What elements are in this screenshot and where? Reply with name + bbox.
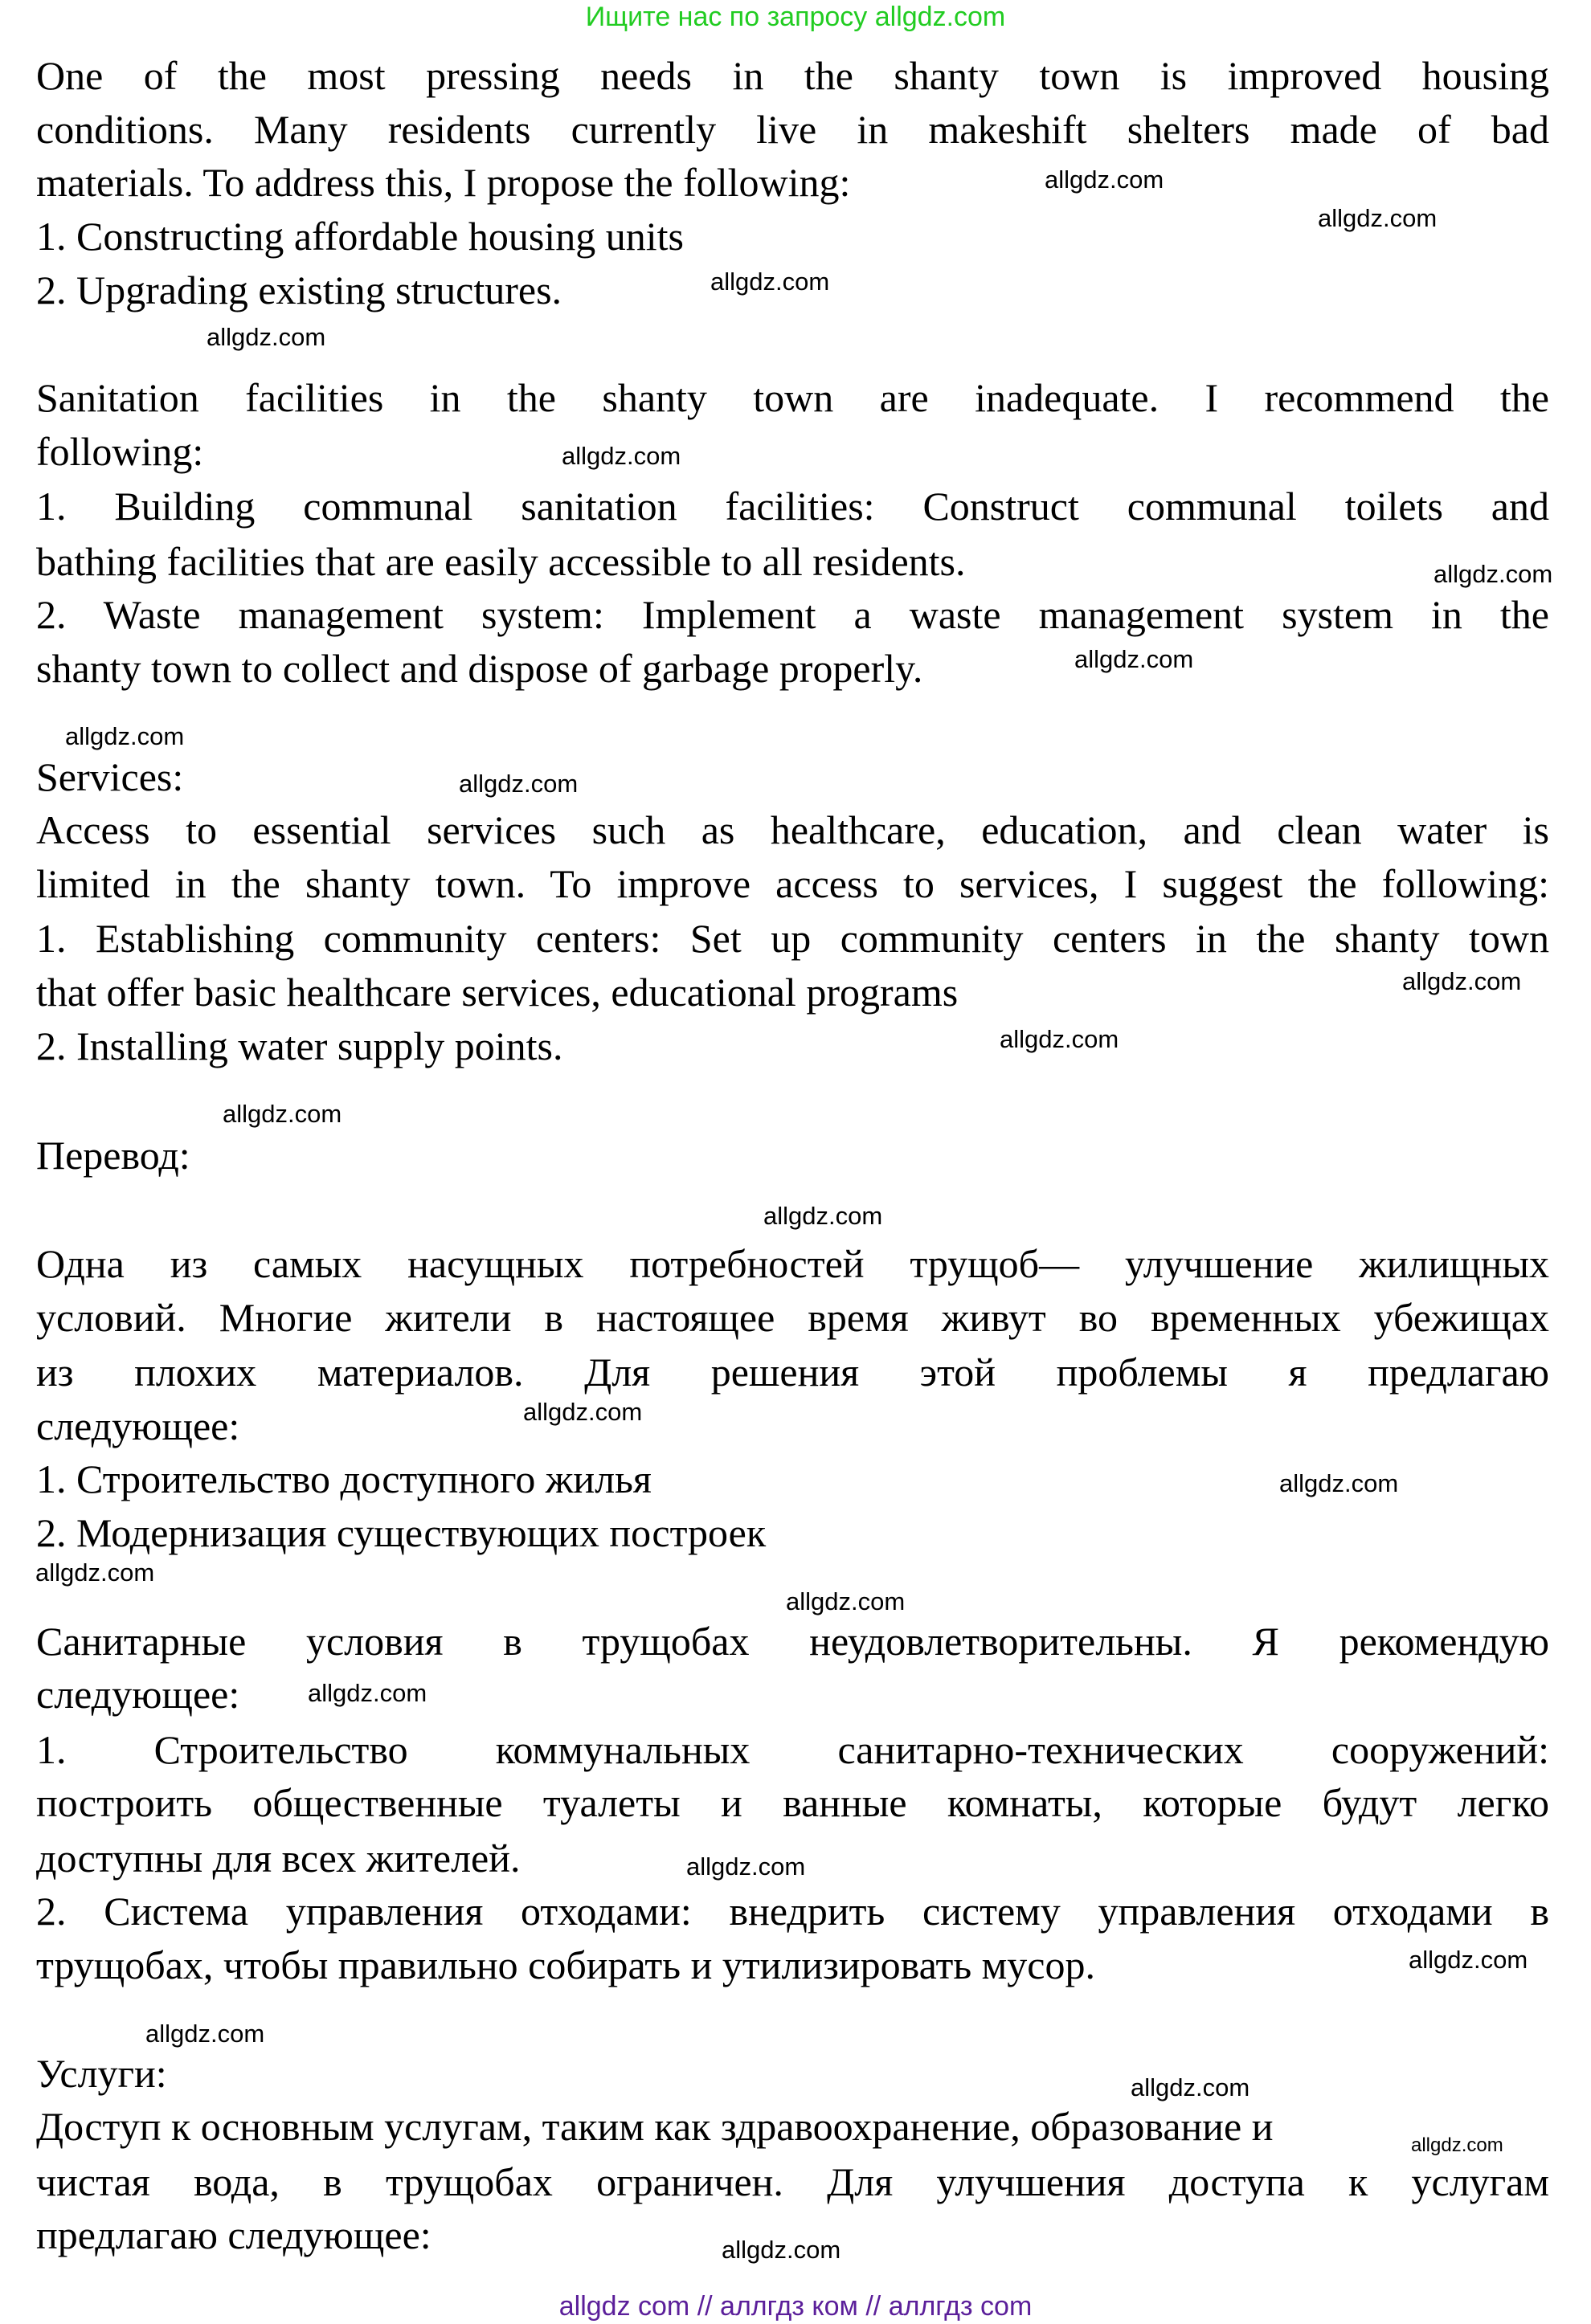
text-line: Одна из самых насущных потребностей трущоб— улучшение жилищных: [36, 1241, 1549, 1286]
text-line: Услуги:: [36, 2051, 167, 2096]
text-line: shanty town to collect and dispose of garbage properly.: [36, 646, 923, 691]
text-line: materials. To address this, I propose the following:: [36, 160, 851, 205]
text-line: Access to essential services such as healthcare, education, and clean water is: [36, 807, 1549, 852]
watermark: allgdz.com: [223, 1100, 342, 1128]
watermark: allgdz.com: [1402, 967, 1522, 995]
header-banner: Ищите нас по запросу allgdz.com: [585, 2, 1006, 32]
watermark: allgdz.com: [1279, 1469, 1399, 1497]
text-line: следующее:: [36, 1403, 240, 1448]
watermark: allgdz.com: [1074, 645, 1194, 673]
text-line: Services:: [36, 754, 184, 799]
watermark: allgdz.com: [763, 1202, 883, 1230]
watermark: allgdz.com: [1434, 560, 1553, 588]
watermark: allgdz.com: [65, 722, 185, 750]
text-line: conditions. Many residents currently live in makeshift shelters made of bad: [36, 107, 1549, 152]
watermark: allgdz.com: [1000, 1025, 1119, 1053]
watermark: allgdz.com: [1411, 2134, 1503, 2156]
text-line: Перевод:: [36, 1133, 190, 1178]
text-line: следующее:: [36, 1672, 240, 1717]
text-line: предлагаю следующее:: [36, 2212, 431, 2257]
text-line: One of the most pressing needs in the shanty town is improved housing: [36, 53, 1549, 98]
text-line: 2. Upgrading existing structures.: [36, 268, 562, 312]
watermark: allgdz.com: [722, 2236, 841, 2264]
watermark: allgdz.com: [207, 323, 326, 351]
text-line: доступны для всех жителей.: [36, 1836, 521, 1881]
watermark: allgdz.com: [523, 1398, 643, 1426]
text-line: из плохих материалов. Для решения этой проблемы я предлагаю: [36, 1350, 1549, 1395]
watermark: allgdz.com: [35, 1558, 155, 1587]
text-line: limited in the shanty town. To improve access to services, I suggest the following:: [36, 861, 1549, 906]
text-line: Sanitation facilities in the shanty town are inadequate. I recommend the: [36, 375, 1549, 420]
text-line: трущобах, чтобы правильно собирать и утилизировать мусор.: [36, 1942, 1095, 1987]
text-line: Санитарные условия в трущобах неудовлетворительны. Я рекомендую: [36, 1619, 1549, 1664]
watermark: allgdz.com: [1409, 1946, 1528, 1974]
text-line: построить общественные туалеты и ванные комнаты, которые будут легко: [36, 1780, 1549, 1825]
watermark: allgdz.com: [786, 1587, 906, 1615]
watermark: allgdz.com: [145, 2020, 265, 2048]
watermark: allgdz.com: [686, 1852, 806, 1881]
text-line: 2. Модернизация существующих построек: [36, 1510, 767, 1555]
watermark: allgdz.com: [1318, 204, 1438, 232]
watermark: allgdz.com: [1045, 165, 1164, 194]
text-line: following:: [36, 429, 204, 474]
text-line: bathing facilities that are easily accessible to all residents.: [36, 539, 966, 584]
watermark: allgdz.com: [1131, 2073, 1250, 2101]
text-line: 2. Waste management system: Implement a waste management system in the: [36, 592, 1549, 637]
text-line: 1. Constructing affordable housing units: [36, 214, 684, 259]
text-line: 1. Establishing community centers: Set up community centers in the shanty town: [36, 916, 1549, 961]
text-line: 1. Строительство коммунальных санитарно-технических сооружений:: [36, 1727, 1549, 1772]
text-line: 1. Building communal sanitation facilities: Construct communal toilets and: [36, 484, 1549, 529]
text-line: that offer basic healthcare services, educational programs: [36, 970, 959, 1015]
text-line: чистая вода, в трущобах ограничен. Для улучшения доступа к услугам: [36, 2159, 1549, 2204]
text-line: 2. Система управления отходами: внедрить систему управления отходами в: [36, 1889, 1549, 1934]
watermark: allgdz.com: [459, 770, 579, 798]
watermark: allgdz.com: [710, 268, 830, 296]
text-line: 1. Строительство доступного жилья: [36, 1456, 652, 1501]
text-line: 2. Installing water supply points.: [36, 1023, 563, 1068]
watermark: allgdz.com: [562, 442, 681, 470]
text-line: Доступ к основным услугам, таким как здравоохранение, образование и: [36, 2104, 1274, 2149]
text-line: условий. Многие жители в настоящее время живут во временных убежищах: [36, 1295, 1549, 1340]
footer-banner: allgdz com // аллгдз ком // аллгдз com: [558, 2291, 1033, 2322]
watermark: allgdz.com: [308, 1679, 427, 1707]
